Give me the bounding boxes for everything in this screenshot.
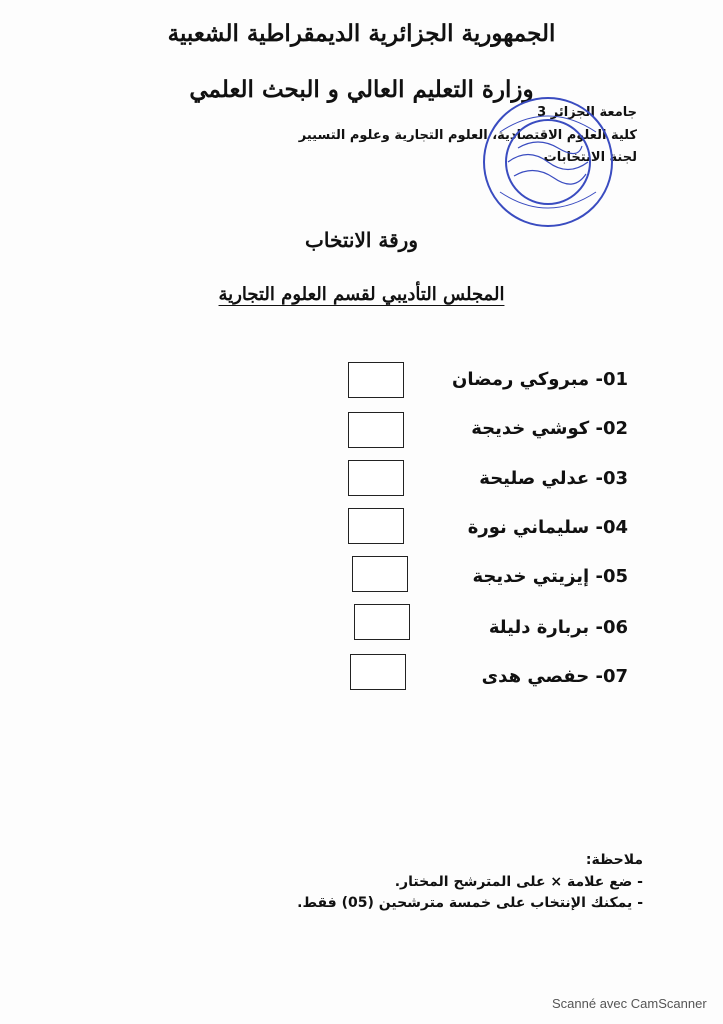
stamp-scribble-3 [518, 142, 582, 154]
stamp-arc-bottom [500, 192, 596, 208]
candidate-label: 07- حفصي هدى [481, 666, 628, 687]
council-title-text: المجلس التأديبي لقسم العلوم التجارية [218, 284, 505, 305]
candidate-label: 05- إيزيتي خديجة [472, 566, 628, 587]
university-name: جامعة الجزائر 3 [537, 105, 637, 120]
ballot-title: ورقة الانتخاب [305, 228, 418, 252]
notes-heading: ملاحظة: [585, 852, 643, 868]
committee-name: لجنة الانتخابات [543, 150, 637, 165]
vote-box-7[interactable] [350, 654, 406, 690]
notes-section [297, 850, 643, 915]
council-title [0, 284, 723, 305]
candidate-label: 01- مبروكي رمضان [452, 369, 628, 390]
scanner-watermark: Scanné avec CamScanner [552, 996, 707, 1011]
candidate-label: 03- عدلي صليحة [479, 468, 628, 489]
note-item: - ضع علامة × على المترشح المختار. [394, 873, 643, 890]
vote-box-5[interactable] [352, 556, 408, 592]
candidate-label: 02- كوشي خديجة [471, 418, 628, 439]
candidate-label: 06- بربارة دليلة [488, 617, 628, 638]
faculty-name: كلية العلوم الاقتصادية، العلوم التجارية وعلوم التسيير [298, 128, 637, 143]
republic-heading: الجمهورية الجزائرية الديمقراطية الشعبية [167, 20, 556, 47]
vote-box-1[interactable] [348, 362, 404, 398]
vote-box-4[interactable] [348, 508, 404, 544]
ministry-heading: وزارة التعليم العالي و البحث العلمي [189, 76, 534, 103]
official-stamp [478, 92, 618, 232]
stamp-scribble-2 [514, 170, 586, 184]
stamp-arc-top [500, 116, 596, 132]
vote-box-6[interactable] [354, 604, 410, 640]
vote-box-2[interactable] [348, 412, 404, 448]
candidate-label: 04- سليماني نورة [467, 517, 628, 538]
note-item: - يمكنك الإنتخاب على خمسة مترشحين (05) فقط. [297, 895, 643, 912]
stamp-scribble-1 [508, 155, 588, 170]
vote-box-3[interactable] [348, 460, 404, 496]
